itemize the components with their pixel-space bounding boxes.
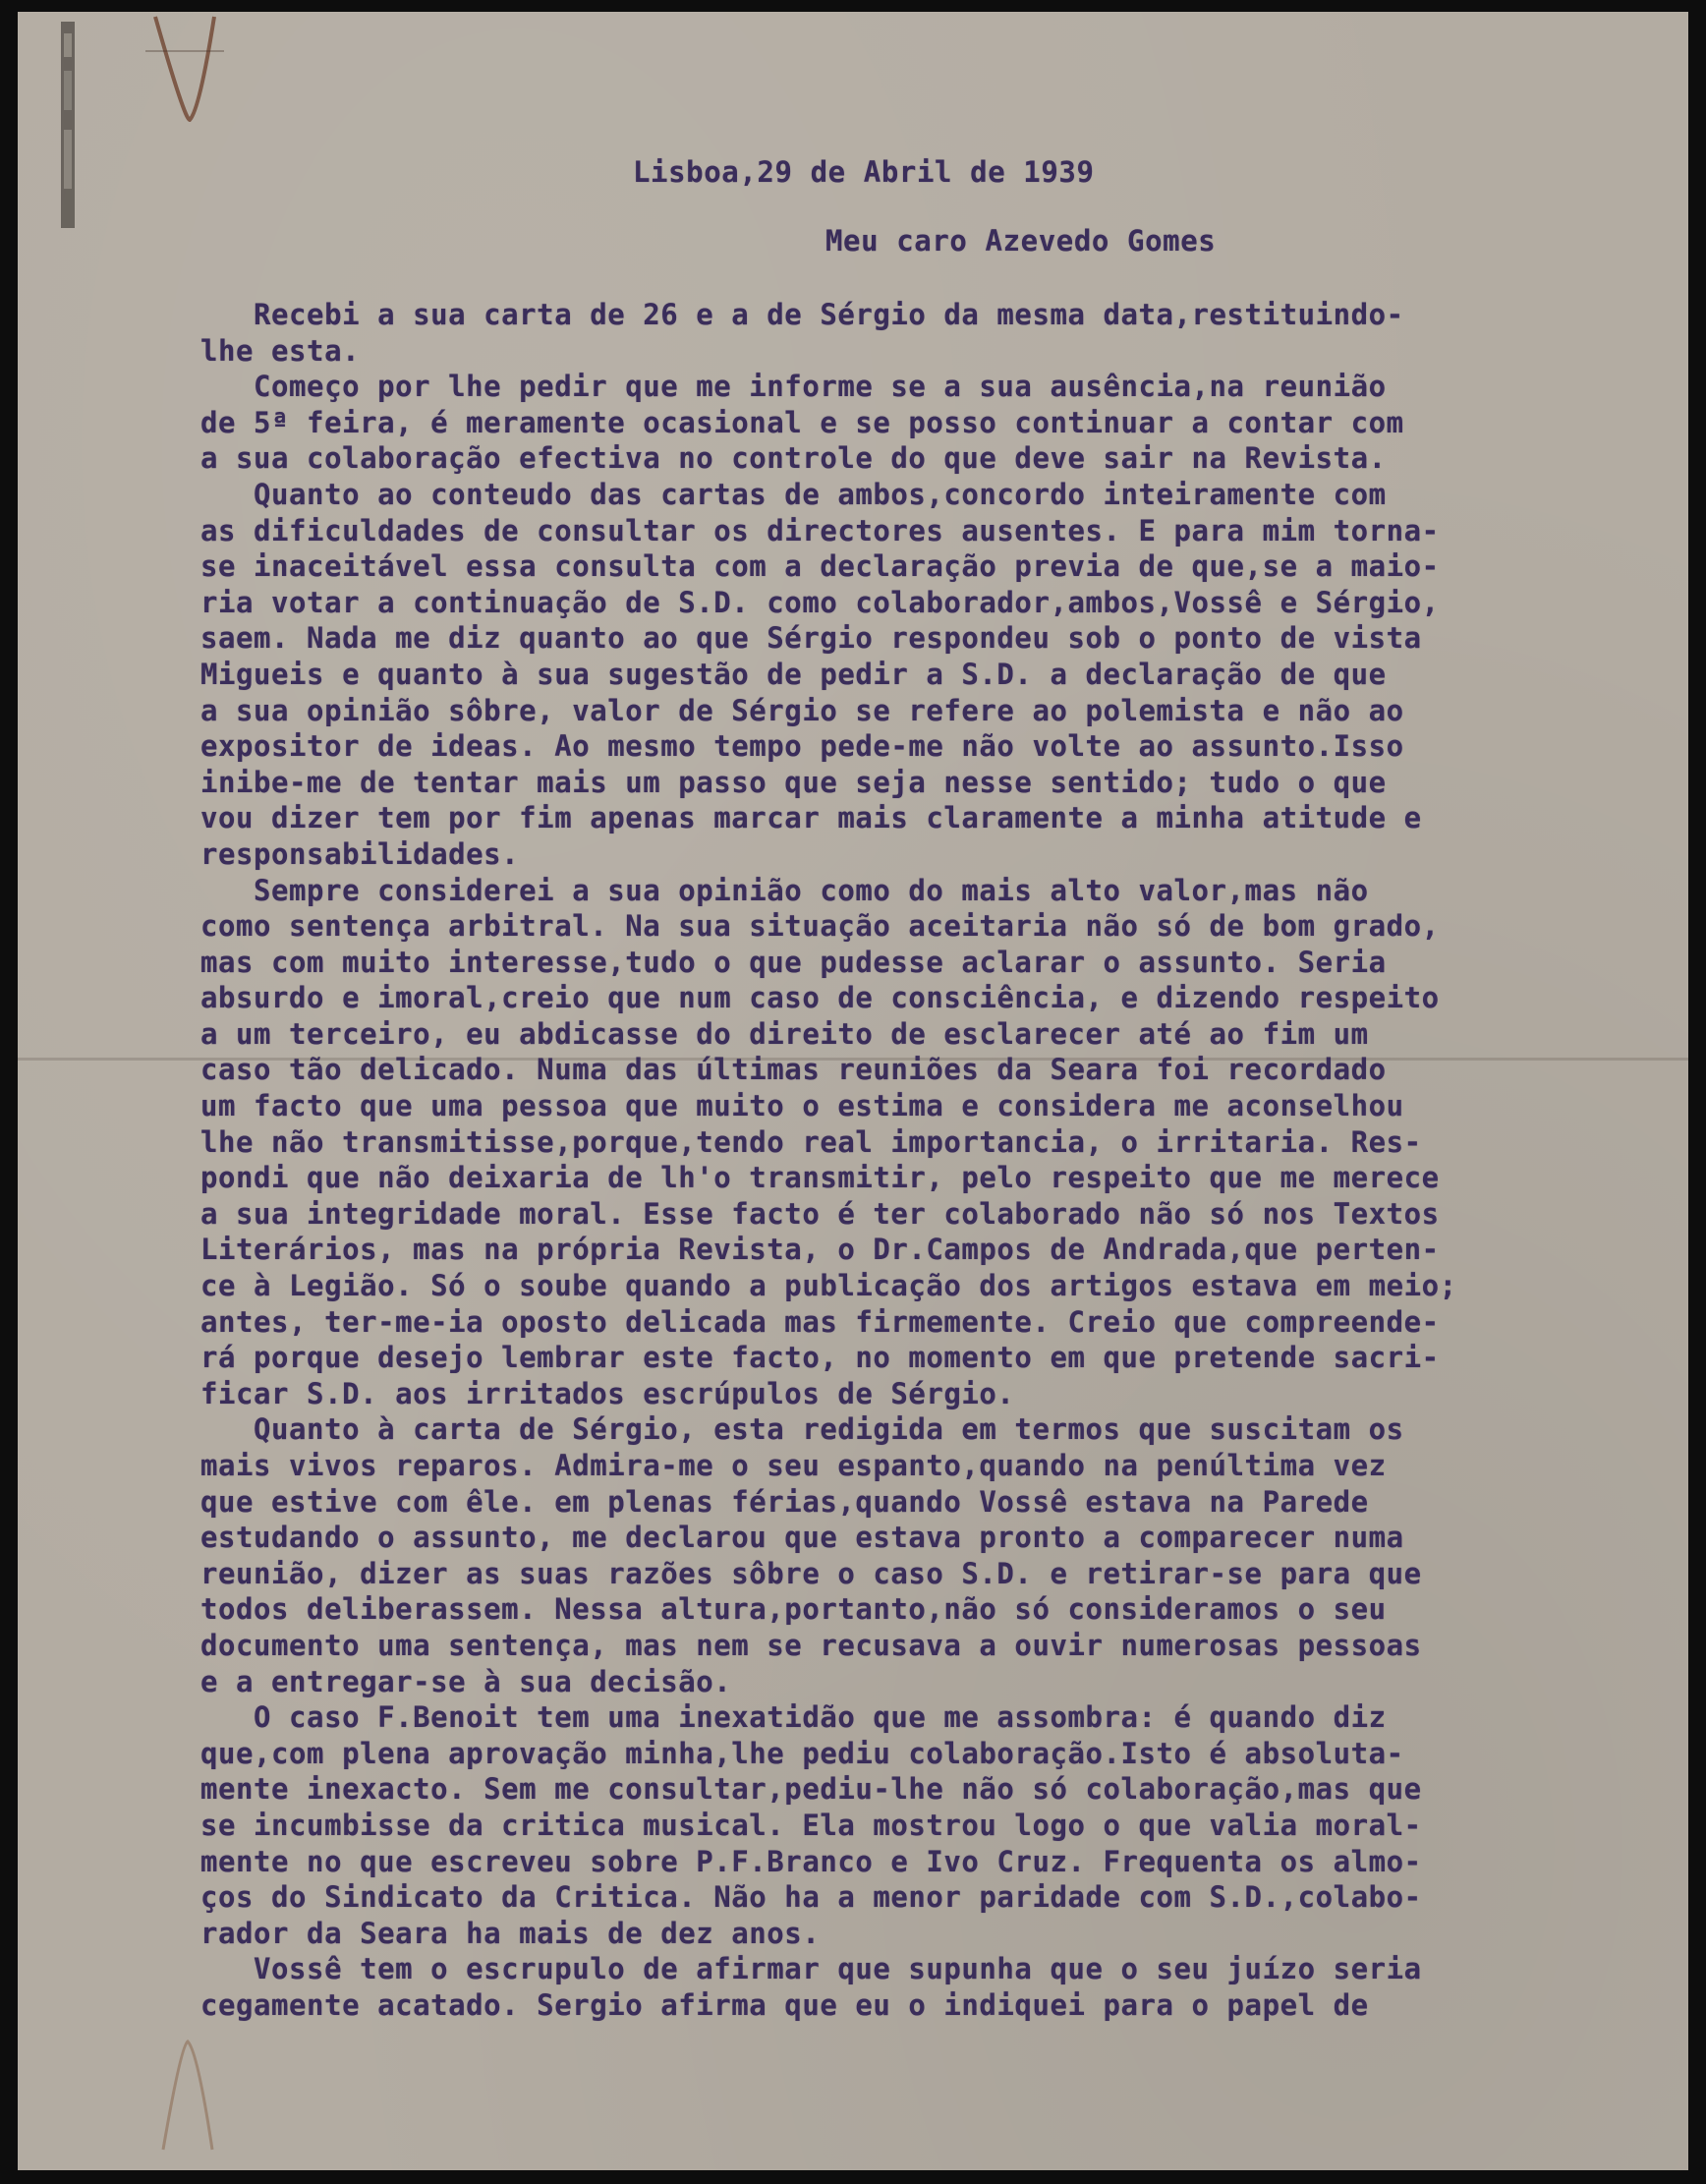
paper-clip-rust-mark — [145, 12, 224, 140]
letter-line: e a entregar-se à sua decisão. — [200, 1664, 732, 1698]
letter-line: mente inexacto. Sem me consultar,pediu-lhe não só colaboração,mas que — [200, 1772, 1422, 1807]
letter-salutation: Meu caro Azevedo Gomes — [825, 224, 1217, 258]
letter-line: lhe esta. — [200, 333, 361, 368]
letter-line: mais vivos reparos. Admira-me o seu espanto,quando na penúltima vez — [200, 1449, 1387, 1482]
letter-line: se inaceitável essa consulta com a declaração previa de que,se a maio- — [200, 549, 1440, 584]
letter-line: ços do Sindicato da Critica. Não ha a menor paridade com S.D.,colabo- — [200, 1880, 1422, 1915]
letter-line: a sua opinião sôbre, valor de Sérgio se refere ao polemista e não ao — [200, 693, 1404, 727]
letter-line: mas com muito interesse,tudo o que pudesse aclarar o assunto. Seria — [200, 945, 1387, 979]
letter-line: antes, ter-me-ia oposto delicada mas firmemente. Creio que compreende- — [200, 1304, 1440, 1339]
letter-line: Vossê tem o escrupulo de afirmar que supunha que o seu juízo seria — [200, 1952, 1422, 1986]
letter-line: um facto que uma pessoa que muito o estima e considera me aconselhou — [200, 1089, 1404, 1123]
letter-line: expositor de ideas. Ao mesmo tempo pede-me não volte ao assunto.Isso — [200, 729, 1404, 764]
letter-line: absurdo e imoral,creio que num caso de consciência, e dizendo respeito — [200, 981, 1440, 1015]
letter-line: Quanto à carta de Sérgio, esta redigida em termos que suscitam os — [200, 1412, 1404, 1447]
letter-body — [200, 297, 1655, 2059]
letter-line: mente no que escreveu sobre P.F.Branco e Ivo Cruz. Frequenta os almo- — [200, 1844, 1422, 1878]
letter-line: que,com plena aprovação minha,lhe pediu colaboração.Isto é absoluta- — [200, 1736, 1404, 1770]
letter-line: como sentença arbitral. Na sua situação aceitaria não só de bom grado, — [200, 909, 1440, 944]
letter-line: Começo por lhe pedir que me informe se a sua ausência,na reunião — [200, 370, 1387, 404]
letter-line: saem. Nada me diz quanto ao que Sérgio respondeu sob o ponto de vista — [200, 621, 1422, 656]
letter-line: a sua integridade moral. Esse facto é ter colaborado não só nos Textos — [200, 1196, 1440, 1231]
letter-line: vou dizer tem por fim apenas marcar mais claramente a minha atitude e — [200, 801, 1422, 835]
letter-line: Sempre considerei a sua opinião como do mais alto valor,mas não — [200, 873, 1369, 907]
letter-page — [18, 12, 1688, 2170]
letter-line: ce à Legião. Só o soube quando a publicação dos artigos estava em meio; — [200, 1269, 1457, 1303]
letter-line: se incumbisse da critica musical. Ela mostrou logo o que valia moral- — [200, 1808, 1422, 1842]
letter-line: documento uma sentença, mas nem se recusava a ouvir numerosas pessoas — [200, 1628, 1422, 1662]
letter-line: ficar S.D. aos irritados escrúpulos de Sérgio. — [200, 1376, 1015, 1410]
letter-line: que estive com êle. em plenas férias,quando Vossê estava na Parede — [200, 1484, 1369, 1519]
letter-line: cegamente acatado. Sergio afirma que eu o indiquei para o papel de — [200, 1987, 1369, 2022]
letter-date-line: Lisboa,29 de Abril de 1939 — [633, 155, 1095, 189]
letter-line: lhe não transmitisse,porque,tendo real importancia, o irritaria. Res- — [200, 1124, 1422, 1159]
letter-line: estudando o assunto, me declarou que estava pronto a comparecer numa — [200, 1521, 1404, 1555]
letter-line: responsabilidades. — [200, 836, 520, 871]
letter-line: reunião, dizer as suas razões sôbre o caso S.D. e retirar-se para que — [200, 1556, 1422, 1590]
letter-line: caso tão delicado. Numa das últimas reuniões da Seara foi recordado — [200, 1053, 1387, 1087]
letter-line: as dificuldades de consultar os directores ausentes. E para mim torna- — [200, 513, 1440, 547]
letter-line: pondi que não deixaria de lh'o transmitir, pelo respeito que me merece — [200, 1161, 1440, 1195]
letter-line: Migueis e quanto à sua sugestão de pedir a S.D. a declaração de que — [200, 657, 1387, 691]
archive-margin-stamp — [59, 22, 77, 228]
letter-line: Recebi a sua carta de 26 e a de Sérgio da mesma data,restituindo- — [200, 298, 1404, 331]
letter-line: todos deliberassem. Nessa altura,portanto,não só consideramos o seu — [200, 1592, 1387, 1627]
letter-line: a um terceiro, eu abdicasse do direito de esclarecer até ao fim um — [200, 1016, 1369, 1051]
letter-line: inibe-me de tentar mais um passo que seja nesse sentido; tudo o que — [200, 765, 1387, 799]
letter-line: rador da Seara ha mais de dez anos. — [200, 1916, 821, 1950]
letter-line: de 5ª feira, é meramente ocasional e se posso continuar a contar com — [200, 405, 1404, 439]
letter-line: a sua colaboração efectiva no controle do que deve sair na Revista. — [200, 441, 1387, 476]
letter-line — [200, 2024, 1655, 2060]
letter-line: ria votar a continuação de S.D. como colaborador,ambos,Vossê e Sérgio, — [200, 585, 1440, 619]
letter-line: Quanto ao conteudo das cartas de ambos,concordo inteiramente com — [200, 477, 1387, 511]
letter-line: rá porque desejo lembrar este facto, no momento em que pretende sacri- — [200, 1341, 1440, 1375]
letter-line: O caso F.Benoit tem uma inexatidão que me assombra: é quando diz — [200, 1700, 1387, 1735]
letter-line: Literários, mas na própria Revista, o Dr.Campos de Andrada,que perten- — [200, 1233, 1440, 1267]
